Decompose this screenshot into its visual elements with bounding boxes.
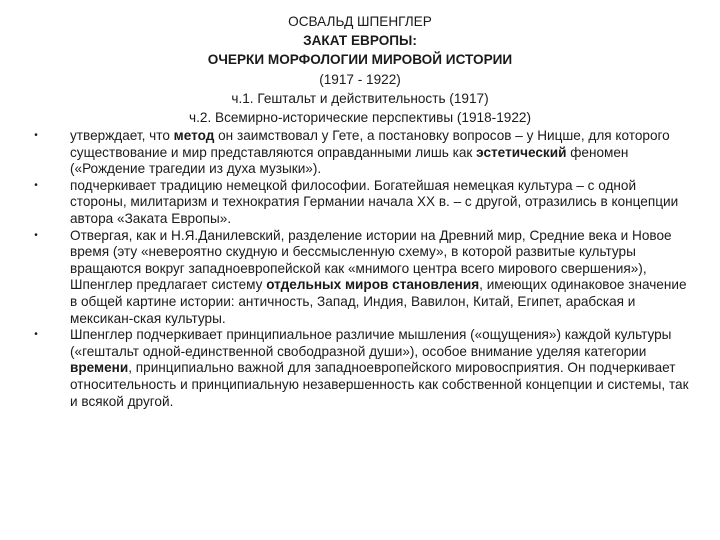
point-4-emphasis-time: времени bbox=[70, 360, 129, 376]
point-4-text-c: , принципиально важной для западноевропейского мировосприятия. Он подчеркивает относительность и принципиальную незавершенность как собственной концепции и системы, так и всякой другой. bbox=[70, 360, 689, 409]
list-item bbox=[30, 128, 690, 178]
point-1-emphasis-method: метод bbox=[173, 128, 215, 143]
bullet-icon: • bbox=[34, 130, 38, 141]
point-1-text-a: утверждает, что bbox=[70, 128, 174, 143]
point-1-emphasis-aesthetic: эстетический bbox=[476, 144, 567, 160]
bullet-list bbox=[30, 128, 690, 410]
point-2-text: подчеркивает традицию немецкой философии. Богатейшая немецкая культура – с одной стороны, милитаризм и технократия Германии начала XX в. – с другой, отразились в концепции автора «Заката Европы». bbox=[70, 177, 679, 226]
list-item bbox=[30, 327, 690, 410]
point-1-text-c: он заимствовал у Гете, а постановку вопросов – у Ницше, для которого существование и мир представляются оправданными лишь как bbox=[70, 128, 670, 160]
list-item bbox=[30, 228, 690, 328]
book-title: ЗАКАТ ЕВРОПЫ: bbox=[303, 33, 417, 49]
point-1-text-d: феномен («Рождение трагедии из духа музыки»). bbox=[70, 144, 629, 177]
slide-header bbox=[0, 12, 720, 127]
bullet-icon: • bbox=[34, 179, 38, 191]
bullet-icon: • bbox=[34, 329, 38, 341]
book-part-1: ч.1. Гештальт и действительность (1917) bbox=[231, 90, 489, 106]
point-3-text-c: , имеющих одинаковое значение в общей картине истории: античность, Запад, Индия, Вавилон, Китай, Египет, арабская и мексикан-ская культуры. bbox=[70, 277, 687, 326]
book-subtitle: ОЧЕРКИ МОРФОЛОГИИ МИРОВОЙ ИСТОРИИ bbox=[207, 52, 513, 68]
point-3-emphasis-worlds: отдельных миров становления bbox=[266, 277, 480, 293]
bullet-icon: • bbox=[34, 229, 38, 241]
list-item bbox=[30, 178, 690, 228]
point-3-text-a: Отвергая, как и Н.Я.Данилевский, разделение истории на Древний мир, Средние века и Новое время (эту «невероятно скудную и бессмысленную схему», в которой развитые культуры вращаются вокруг западноевропейской как «мнимого центра всего мирового свершения»), Шпенглер предлагает систему bbox=[70, 227, 672, 293]
book-part-2: ч.2. Всемирно-исторические перспективы (1918-1922) bbox=[189, 110, 531, 126]
book-years: (1917 - 1922) bbox=[319, 71, 401, 87]
author-name: ОСВАЛЬД ШПЕНГЛЕР bbox=[288, 14, 432, 29]
point-4-text-a: Шпенглер подчеркивает принципиальное различие мышления («ощущения») каждой культуры («гештальт одной-единственной свободразной души»), особое внимание уделяя категории bbox=[70, 327, 672, 359]
